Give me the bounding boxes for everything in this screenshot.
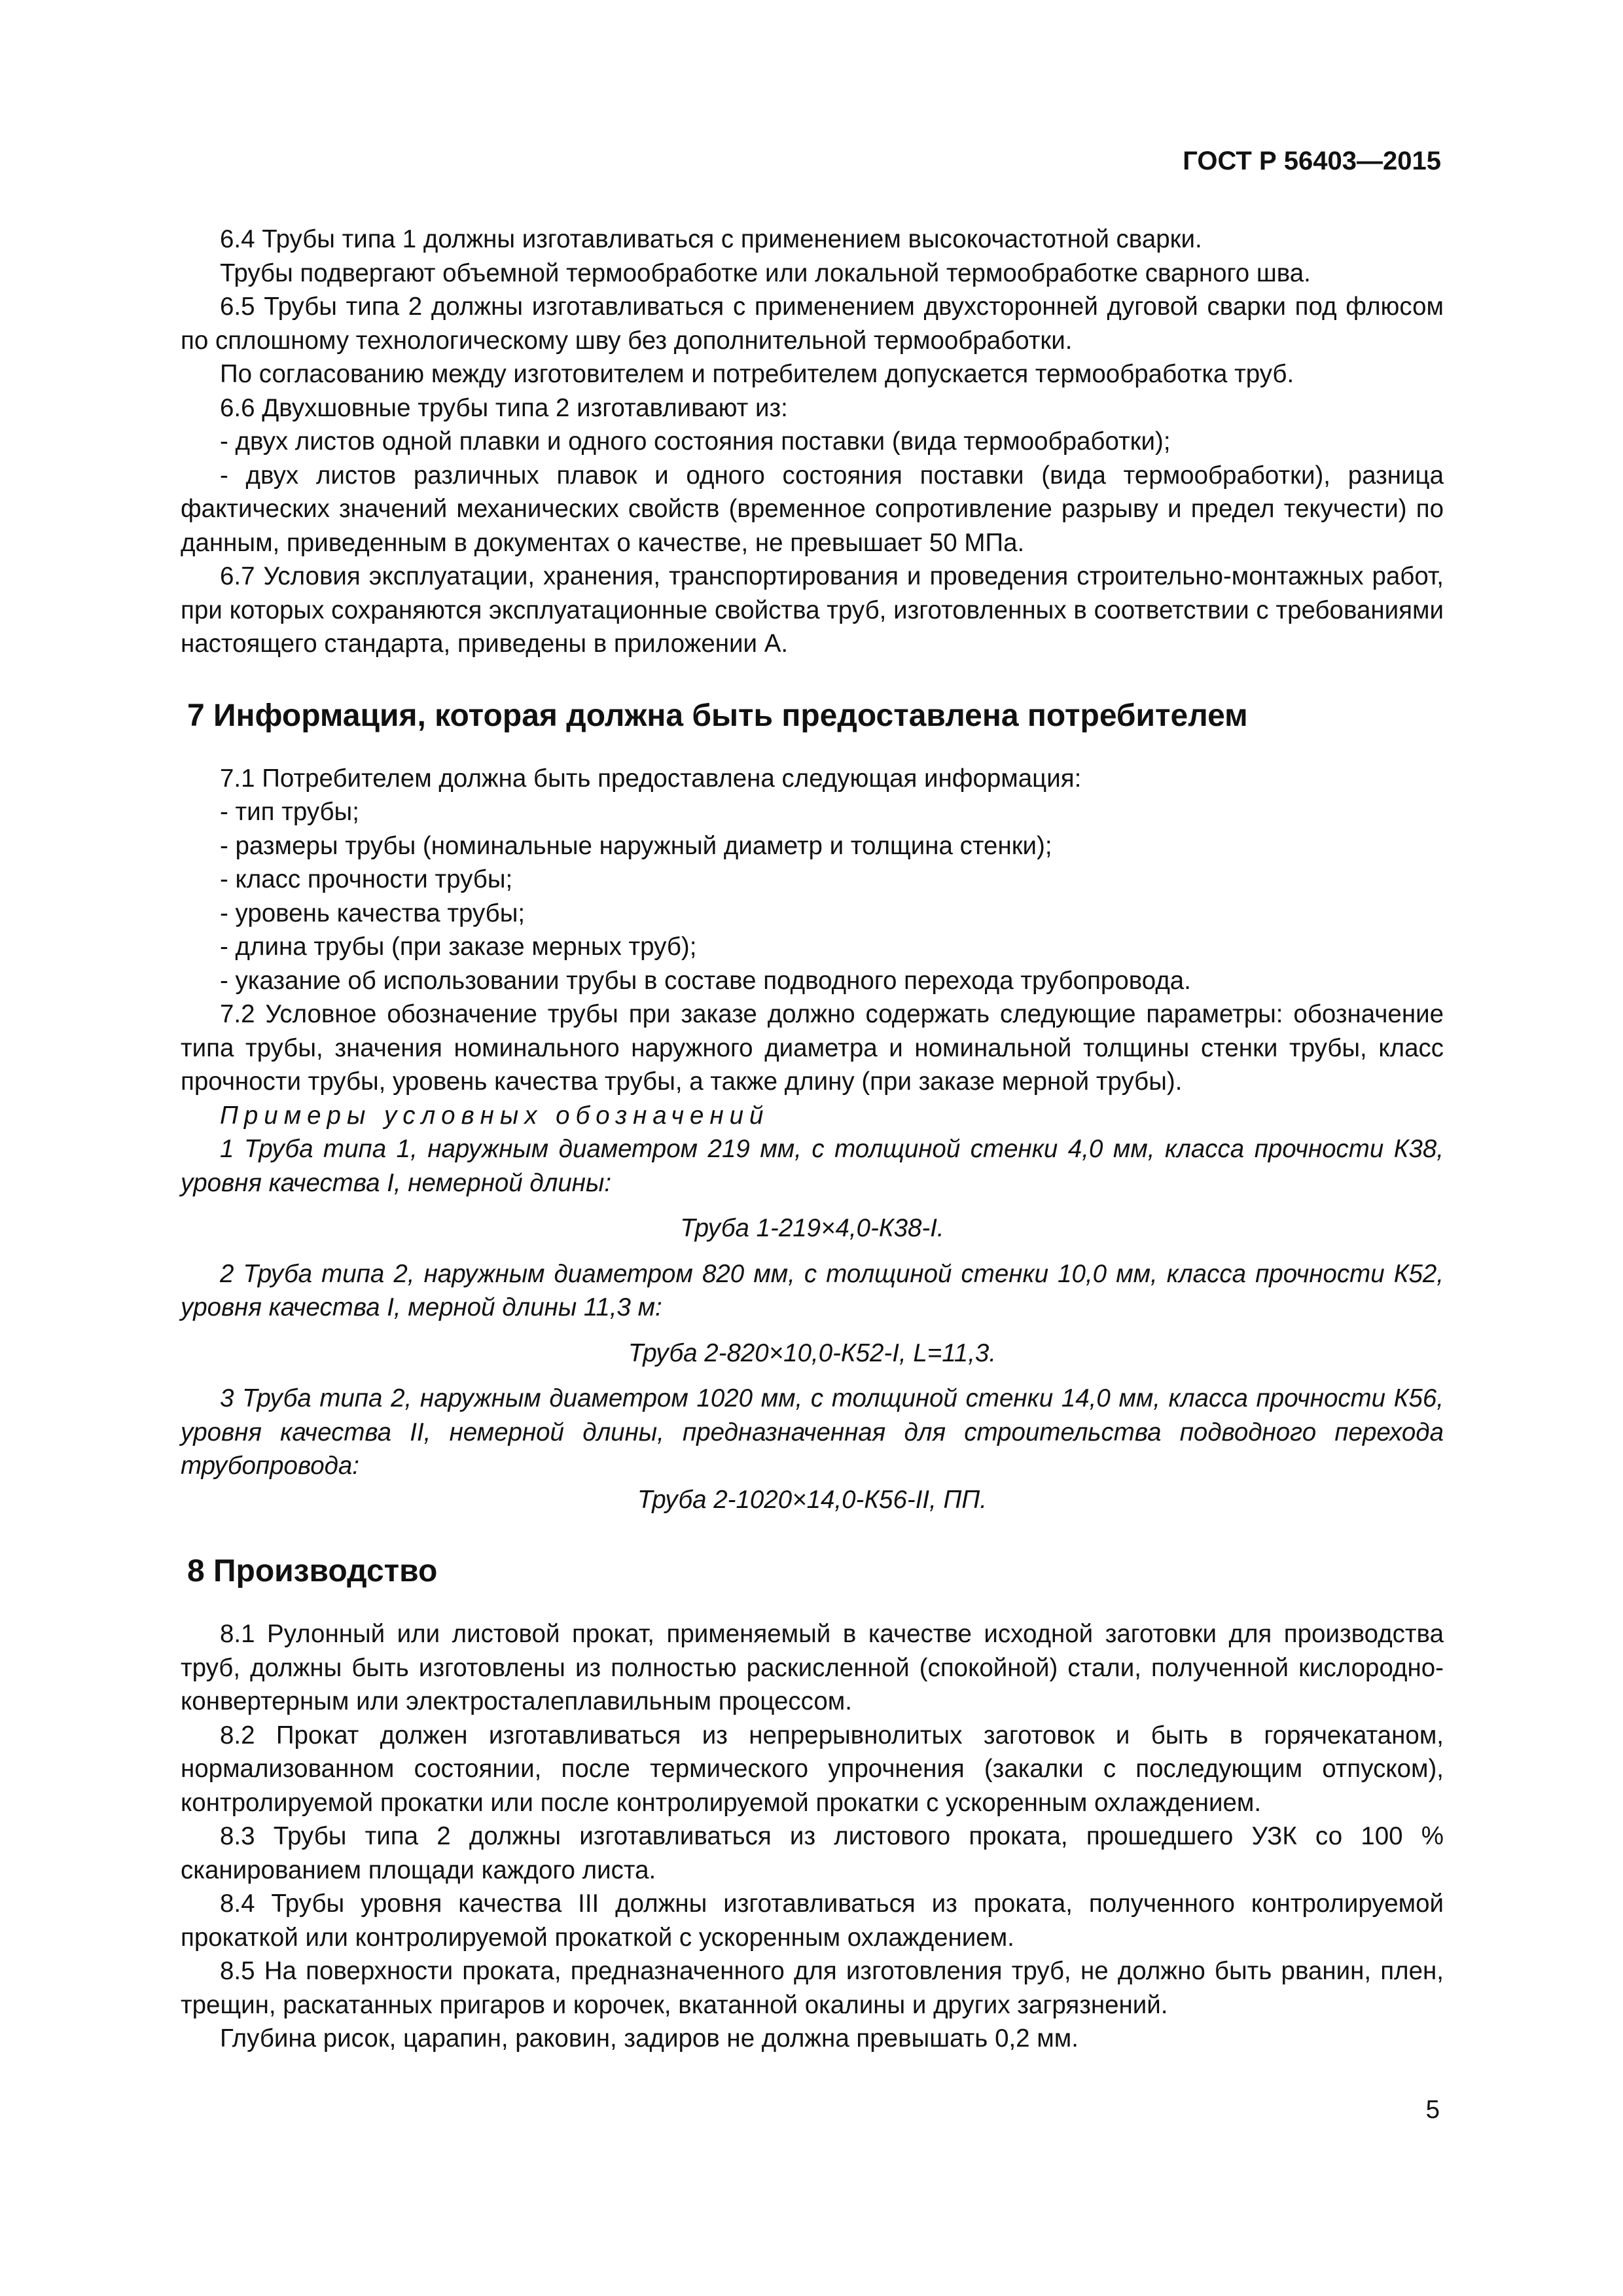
list-item: - тип трубы; [220,798,359,826]
paragraph-8-5-depth: Глубина рисок, царапин, раковин, задиров не должна превышать 0,2 мм. [220,2024,1079,2053]
list-item: - длина трубы (при заказе мерных труб); [220,933,697,961]
paragraph-6-4: 6.4 Трубы типа 1 должны изготавливаться с применением высокочастотной сварки. [220,225,1202,253]
paragraph-8-4: 8.4 Трубы уровня качества III должны изготавливаться из проката, полученного контролируемой прокаткой или контролируемой прокаткой с ускоренным охлаждением. [181,1890,1444,1952]
paragraph-6-7: 6.7 Условия эксплуатации, хранения, транспортирования и проведения строительно-монтажных работ, при которых сохраняются эксплуатационные свойства труб, изготовленных в соответствии с требованиями настоящего стандарта, приведены в приложении А. [181,562,1444,658]
list-item: - размеры трубы (номинальные наружный диаметр и толщина стенки); [220,831,1052,860]
paragraph-8-5: 8.5 На поверхности проката, предназначенного для изготовления труб, не должно быть рванин, плен, трещин, раскатанных пригаров и корочек, вкатанной окалины и других загрязнений. [181,1957,1444,2019]
designation-1: Труба 1-219×4,0-К38-I. [680,1214,944,1242]
page-number: 5 [1425,2096,1440,2124]
paragraph-8-2: 8.2 Прокат должен изготавливаться из непрерывнолитых заготовок и быть в горячекатаном, нормализованном состоянии, после термического упрочнения (закалки с последующим отпуском), контролируемой прокатки или после контролируемой прокатки с ускоренным охлаждением. [181,1721,1444,1817]
paragraph-8-3: 8.3 Трубы типа 2 должны изготавливаться из листового проката, прошедшего УЗК со 100 % сканированием площади каждого листа. [181,1822,1444,1884]
section-7-title: 7 Информация, которая должна быть предоставлена потребителем [187,698,1248,733]
list-item-6-6-a: - двух листов одной плавки и одного состояния поставки (вида термообработки); [220,427,1171,456]
document-body [181,223,1444,2056]
example-3: 3 Труба типа 2, наружным диаметром 1020 мм, с толщиной стенки 14,0 мм, класса прочности К56, уровня качества II, немерной длины, предназначенная для строительства подводного перехода трубопровода: [181,1384,1444,1480]
section-8-title: 8 Производство [187,1554,438,1588]
paragraph-6-5: 6.5 Трубы типа 2 должны изготавливаться с применением двухсторонней дуговой сварки под флюсом по сплошному технологическому шву без дополнительной термообработки. [181,293,1444,355]
list-item: - класс прочности трубы; [220,865,513,893]
example-1: 1 Труба типа 1, наружным диаметром 219 мм, с толщиной стенки 4,0 мм, класса прочности К38, уровня качества I, немерной длины: [181,1135,1444,1197]
list-item-6-6-b: - двух листов различных плавок и одного состояния поставки (вида термообработки), разница фактических значений механических свойств (временное сопротивление разрыву и предел текучести) по данным, приведенным в документах о качестве, не превышает 50 МПа. [181,461,1444,557]
designation-2: Труба 2-820×10,0-К52-I, L=11,3. [628,1338,997,1367]
designation-3: Труба 2-1020×14,0-К56-II, ПП. [637,1485,987,1514]
standard-code-header: ГОСТ Р 56403—2015 [1183,147,1441,175]
example-2: 2 Труба типа 2, наружным диаметром 820 мм, с толщиной стенки 10,0 мм, класса прочности К52, уровня качества I, мерной длины 11,3 м: [181,1259,1444,1321]
paragraph-7-2: 7.2 Условное обозначение трубы при заказе должно содержать следующие параметры: обозначение типа трубы, значения номинального наружного диаметра и номинальной толщины стенки трубы, класс прочности трубы, уровень качества трубы, а также длину (при заказе мерной трубы). [181,1000,1444,1096]
list-item: - указание об использовании трубы в составе подводного перехода трубопровода. [220,966,1191,995]
examples-title: Примеры условных обозначений [220,1101,770,1130]
list-item: - уровень качества трубы; [220,899,526,927]
paragraph-6-5-agreement: По согласованию между изготовителем и потребителем допускается термообработка труб. [220,360,1294,388]
paragraph-7-1: 7.1 Потребителем должна быть предоставлена следующая информация: [220,764,1082,793]
paragraph-6-4-heat-treatment: Трубы подвергают объемной термообработке или локальной термообработке сварного шва. [220,259,1311,287]
paragraph-8-1: 8.1 Рулонный или листовой прокат, применяемый в качестве исходной заготовки для производства труб, должны быть изготовлены из полностью раскисленной (спокойной) стали, полученной кислородно-конвертерным или электросталеплавильным процессом. [181,1620,1444,1715]
paragraph-6-6: 6.6 Двухшовные трубы типа 2 изготавливают из: [220,393,788,422]
